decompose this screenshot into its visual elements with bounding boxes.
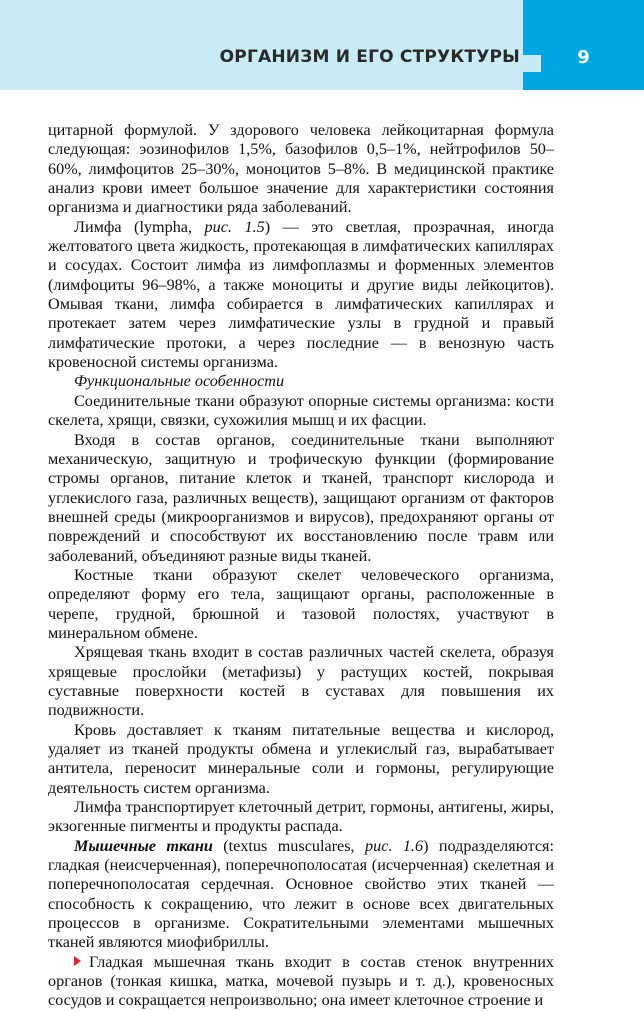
- text-run: (textus musculares,: [212, 836, 365, 855]
- text-run: Лимфа (lympha,: [74, 217, 205, 236]
- page-number-tab: [523, 0, 644, 90]
- paragraph: Соединительные ткани образуют опорные системы организма: кости скелета, хрящи, связки, сухожилия мышц и их фасции.: [48, 391, 554, 430]
- paragraph: Хрящевая ткань входит в состав различных частей скелета, образуя хрящевые прослойки (метафизы) у растущих костей, покрывая суставные поверхности костей в суставах для повышения их подвижности.: [48, 643, 554, 720]
- paragraph: Входя в состав органов, соединительные ткани выполняют механическую, защитную и трофическую функции (формирование стромы органов, питание клеток и тканей, транспорт кислорода и углекислого газа, различных веществ), защищают организм от факторов внешней среды (микроорганизмов и вирусов), предохраняют органы от повреждений и способствуют их восстановлению после травм или заболеваний, объединяют разные виды тканей.: [48, 430, 554, 565]
- bullet-paragraph: [48, 953, 554, 1011]
- body-text: [48, 121, 554, 1011]
- subheading: Функциональные особенности: [74, 372, 285, 391]
- paragraph: [48, 218, 554, 373]
- paragraph: цитарной формулой. У здорового человека лейкоцитарная формула следующая: эозинофилов 1,5%, базофилов 0,5–1%, нейтрофилов 50–60%, лимфоцитов 25–30%, моноцитов 5–8%. В медицинской практике анализ крови имеет большое значение для характеристики состояния организма и диагностики ряда заболеваний.: [48, 121, 554, 217]
- term-heading: Мышечные ткани: [74, 836, 213, 855]
- paragraph: Кровь доставляет к тканям питательные вещества и кислород, удаляет из тканей продукты обмена и углекислый газ, вырабатывает антитела, переносит минеральные соли и гормоны, регулирующие деятельность систем организма.: [48, 720, 554, 797]
- bullet-arrow-icon: [74, 956, 81, 966]
- paragraph: Костные ткани образуют скелет человеческого организма, определяют форму его тела, защищают органы, расположенные в черепе, грудной, брюшной и тазовой полостях, участвуют в минеральном обмене.: [48, 565, 554, 642]
- text-run: ) подразделяются: гладкая (неисчерченная), поперечнополосатая (исчерченная) скелетная и поперечнополосатая сердечная. Основное свойство этих тканей — способность к сокращению, что лежит в основе всех двигательных процессов в организме. Сократительными элементами мышечных тканей являются миофибриллы.: [48, 836, 554, 952]
- text-run: ) — это светлая, прозрачная, иногда желтоватого цвета жидкость, протекающая в лимфатических капиллярах и сосудах. Состоит лимфа из лимфоплазмы и форменных элементов (лимфоциты 96–98%, а также моноциты и другие виды лейкоцитов). Омывая ткани, лимфа собирается в лимфатических капиллярах и протекает затем через лимфатические узлы в грудной и правый лимфатические протоки, а через последние — в венозную часть кровеносной системы организма.: [48, 217, 554, 372]
- paragraph: [48, 837, 554, 953]
- text-run: Гладкая мышечная ткань входит в состав стенок внутренних органов (тонкая кишка, матка, мочевой пузырь и т. д.), кровеносных сосудов и сокращается непроизвольно; она имеет клеточное строение и: [48, 952, 554, 1010]
- page-number: 9: [577, 47, 590, 68]
- figure-reference: рис. 1.6: [365, 836, 424, 855]
- running-header-title: ОРГАНИЗМ И ЕГО СТРУКТУРЫ: [219, 47, 520, 67]
- paragraph: Лимфа транспортирует клеточный детрит, гормоны, антигены, жиры, экзогенные пигменты и продукты распада.: [48, 798, 554, 836]
- figure-reference: рис. 1.5: [204, 217, 265, 236]
